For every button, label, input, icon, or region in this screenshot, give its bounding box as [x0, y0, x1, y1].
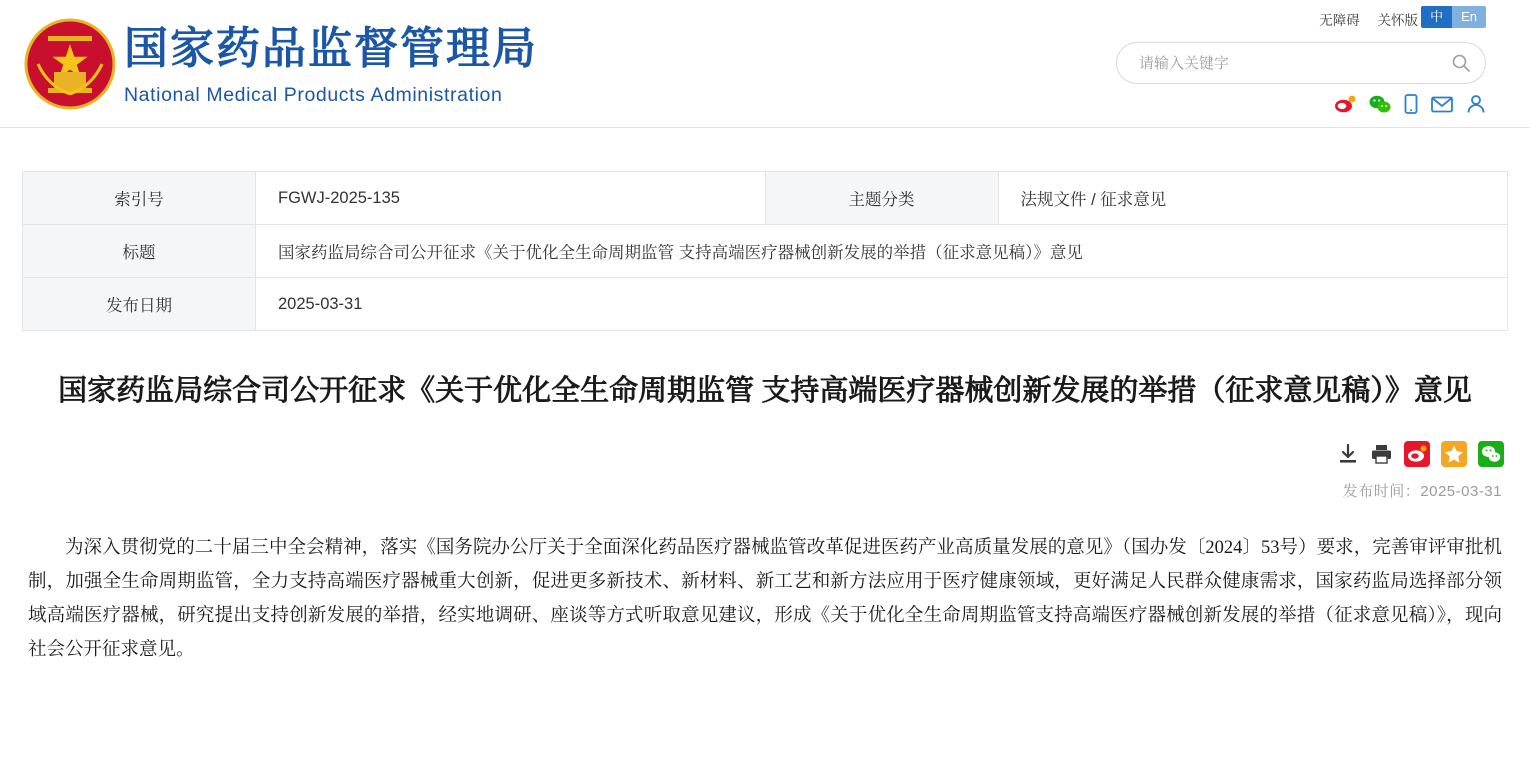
- wechat-share-icon[interactable]: [1478, 441, 1504, 467]
- user-icon[interactable]: [1466, 94, 1486, 114]
- article-tools: [22, 441, 1508, 467]
- favorite-icon[interactable]: [1441, 441, 1467, 467]
- lang-en-button[interactable]: En: [1452, 6, 1486, 28]
- table-row: [23, 278, 1508, 331]
- language-toggle[interactable]: [1421, 6, 1486, 28]
- accessibility-link[interactable]: 无障碍: [1319, 13, 1360, 28]
- top-utility-links: [1305, 9, 1418, 29]
- national-emblem-icon: [18, 14, 122, 114]
- wechat-icon[interactable]: [1369, 94, 1391, 114]
- download-icon[interactable]: [1337, 443, 1359, 465]
- meta-label-date: 发布日期: [23, 278, 256, 331]
- article-paragraph: 为深入贯彻党的二十届三中全会精神，落实《国务院办公厅关于全面深化药品医疗器械监管改革促进医药产业高质量发展的意见》（国办发〔2024〕53号）要求，完善审评审批机制，加强全生命周期监管，全力支持高端医疗器械重大创新，促进更多新技术、新材料、新工艺和新方法应用于医疗健康领域，更好满足人民群众健康需求，国家药监局选择部分领域高端医疗器械，研究提出支持创新发展的举措，经实地调研、座谈等方式听取意见建议，形成《关于优化全生命周期监管支持高端医疗器械创新发展的举措（征求意见稿）》，现向社会公开征求意见。: [28, 538, 1502, 660]
- site-header: [0, 0, 1530, 128]
- meta-label-index: 索引号: [23, 172, 256, 225]
- mail-icon[interactable]: [1431, 95, 1453, 113]
- publish-time-value: 2025-03-31: [1420, 483, 1502, 500]
- page-content: [0, 171, 1530, 667]
- search-icon[interactable]: [1451, 53, 1471, 73]
- meta-label-category: 主题分类: [765, 172, 998, 225]
- table-row: [23, 172, 1508, 225]
- meta-value-date: 2025-03-31: [256, 278, 1508, 331]
- care-version-link[interactable]: 关怀版: [1377, 13, 1418, 28]
- meta-label-title: 标题: [23, 225, 256, 278]
- header-social-links: [1334, 94, 1486, 114]
- page-title: 国家药监局综合司公开征求《关于优化全生命周期监管 支持高端医疗器械创新发展的举措（征求意见稿）》意见: [58, 375, 1472, 407]
- publish-time: [22, 480, 1508, 501]
- table-row: [23, 225, 1508, 278]
- weibo-share-icon[interactable]: [1404, 441, 1430, 467]
- lang-cn-button[interactable]: 中: [1421, 6, 1452, 28]
- meta-value-index: FGWJ-2025-135: [256, 172, 766, 225]
- meta-value-category: 法规文件 / 征求意见: [998, 172, 1508, 225]
- weibo-icon[interactable]: [1334, 94, 1356, 114]
- meta-value-title: 国家药监局综合司公开征求《关于优化全生命周期监管 支持高端医疗器械创新发展的举措（征求意见稿）》意见: [256, 225, 1508, 278]
- org-name-cn: 国家药品监督管理局: [124, 24, 538, 73]
- search-input[interactable]: [1137, 43, 1437, 83]
- org-name-en: National Medical Products Administration: [124, 84, 503, 106]
- site-logo[interactable]: [124, 22, 538, 108]
- print-icon[interactable]: [1370, 443, 1393, 465]
- mobile-icon[interactable]: [1404, 94, 1418, 114]
- publish-time-label: 发布时间：: [1342, 483, 1421, 500]
- document-meta-table: [22, 171, 1508, 331]
- search-box[interactable]: [1116, 42, 1486, 84]
